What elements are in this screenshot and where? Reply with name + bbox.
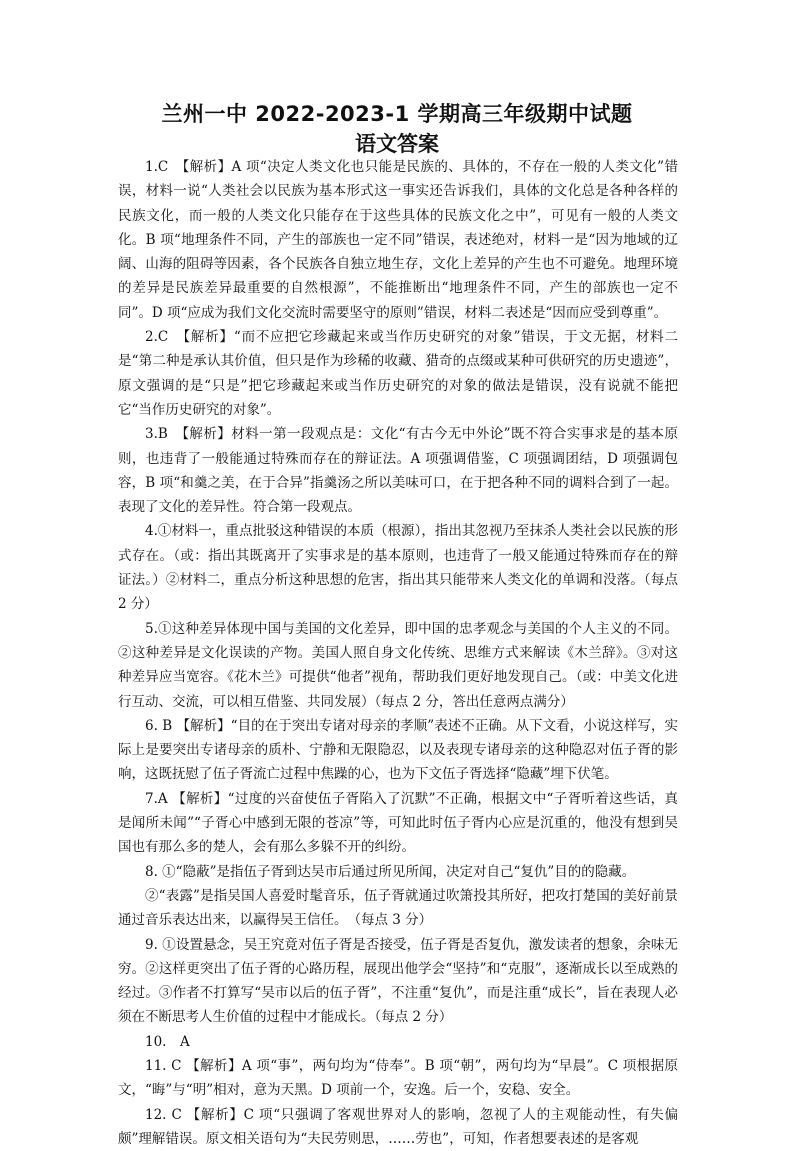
- answer-paragraph: ②“表露”是指吴国人喜爱时髦音乐，伍子胥就通过吹箫投其所好，把攻打楚国的美好前景通过音乐表达出来，以赢得吴王信任。 （每点 3 分）: [118, 887, 678, 929]
- answer-paragraph: 1.C 【解析】A 项“决定人类文化也只能是民族的、具体的，不存在一般的人类文化”错误，材料一说“人类社会以民族为基本形式这一事实还告诉我们，具体的文化总是各种各样的民族文化，而一般的人类文化只能存在于这些具体的民族文化之中”，可见有一般的人类文化。B 项“地理条件不同，产生的部族也一定不同”错误，表述绝对，材料一是“因为地域的辽阔、山海的阻碍等因素，各个民族各自独立地生存，文化上差异的产生也不可避免。地理环境的差异是民族差异最重要的自然根源”，不能推断出“地理条件不同，产生的部族也一定不同”。D 项“应成为我们文化交流时需要坚守的原则”错误，材料二表述是“因而应受到尊重”。: [118, 159, 678, 321]
- answer-paragraph: 10. A: [145, 1033, 190, 1050]
- answer-paragraph: 3.B 【解析】材料一第一段观点是：文化“有古今无中外论”既不符合实事求是的基本原则，也违背了一般能通过特殊而存在的辩证法。A 项强调借鉴，C 项强调团结，D 项强调包容，B 项“和羹之美，在于合异”指羹汤之所以美味可口，在于把各种不同的调料合到了一起。表现了文化的差异性。符合第一段观点。: [118, 426, 678, 516]
- answer-body: [118, 155, 678, 1151]
- answer-paragraph: 8. ①“隐蔽”是指伍子胥到达吴市后通过所见所闻，决定对自己“复仇”目的的隐藏。: [145, 863, 636, 880]
- answer-paragraph: 6. B 【解析】“目的在于突出专诸对母亲的孝顺”表述不正确。从下文看，小说这样写，实际上是要突出专诸母亲的质朴、宁静和无限隐忍，以及表现专诸母亲的这种隐忍对伍子胥的影响，这既抚慰了伍子胥流亡过程中焦躁的心，也为下文伍子胥选择“隐藏”埋下伏笔。: [118, 717, 678, 783]
- answer-paragraph: 9. ①设置悬念，吴王究竟对伍子胥是否接受，伍子胥是否复仇，激发读者的想象，余味无穷。②这样更突出了伍子胥的心路历程，展现出他学会“坚持”和“克服”，逐渐成长以至成熟的经过。③作者不打算写“吴市以后的伍子胥”，不注重“复仇”，而是注重“成长”，旨在表现人必须在不断思考人生价值的过程中才能成长。（每点 2 分）: [118, 936, 678, 1026]
- answer-paragraph: 4.①材料一，重点批驳这种错误的本质（根源），指出其忽视乃至抹杀人类社会以民族的形式存在。（或：指出其既离开了实事求是的基本原则，也违背了一般又能通过特殊而存在的辩证法。）②材料二，重点分析这种思想的危害，指出其只能带来人类文化的单调和没落。（每点 2 分）: [118, 523, 678, 613]
- answer-paragraph: 11. C 【解析】A 项“事”，两句均为“侍奉”。B 项“朝”，两句均为“早晨”。C 项根据原文，“晦”与“明”相对，意为天黑。D 项前一个，安逸。后一个，安稳、安全。: [118, 1057, 678, 1099]
- document-title: 兰州一中 2022-2023-1 学期高三年级期中试题: [161, 102, 633, 126]
- document-subtitle: 语文答案: [355, 132, 439, 156]
- answer-paragraph: 2.C 【解析】“而不应把它珍藏起来或当作历史研究的对象”错误，于文无据，材料二是“第二种是承认其价值，但只是作为珍稀的收藏、猎奇的点缀或某种可供研究的历史遗迹”，原文强调的是“只是”把它珍藏起来或当作历史研究的对象的做法是错误，没有说就不能把它“当作历史研究的对象”。: [118, 329, 678, 418]
- answer-paragraph: 12. C 【解析】C 项“只强调了客观世界对人的影响，忽视了人的主观能动性，有失偏颇”理解错误。原文相关语句为“夫民劳则思，……劳也”，可知，作者想要表述的是客观: [118, 1106, 678, 1147]
- answer-paragraph: 5.①这种差异体现中国与美国的文化差异，即中国的忠孝观念与美国的个人主义的不同。②这种差异是文化误读的产物。美国人照自身文化传统、思维方式来解读《木兰辞》。③对这种差异应当宽容。《花木兰》可提供“他者”视角，帮助我们更好地发现自己。（或：中美文化进行互动、交流，可以相互借鉴、共同发展）（每点 2 分，答出任意两点满分）: [118, 620, 678, 710]
- answer-paragraph: 7.A 【解析】“过度的兴奋使伍子胥陷入了沉默”不正确，根据文中“子胥听着这些话，真是闻所未闻”“子胥心中感到无限的苍凉”等，可知此时伍子胥内心应是沉重的，他没有想到吴国也有那么多的楚人，会有那么多躲不开的纠纷。: [118, 790, 678, 856]
